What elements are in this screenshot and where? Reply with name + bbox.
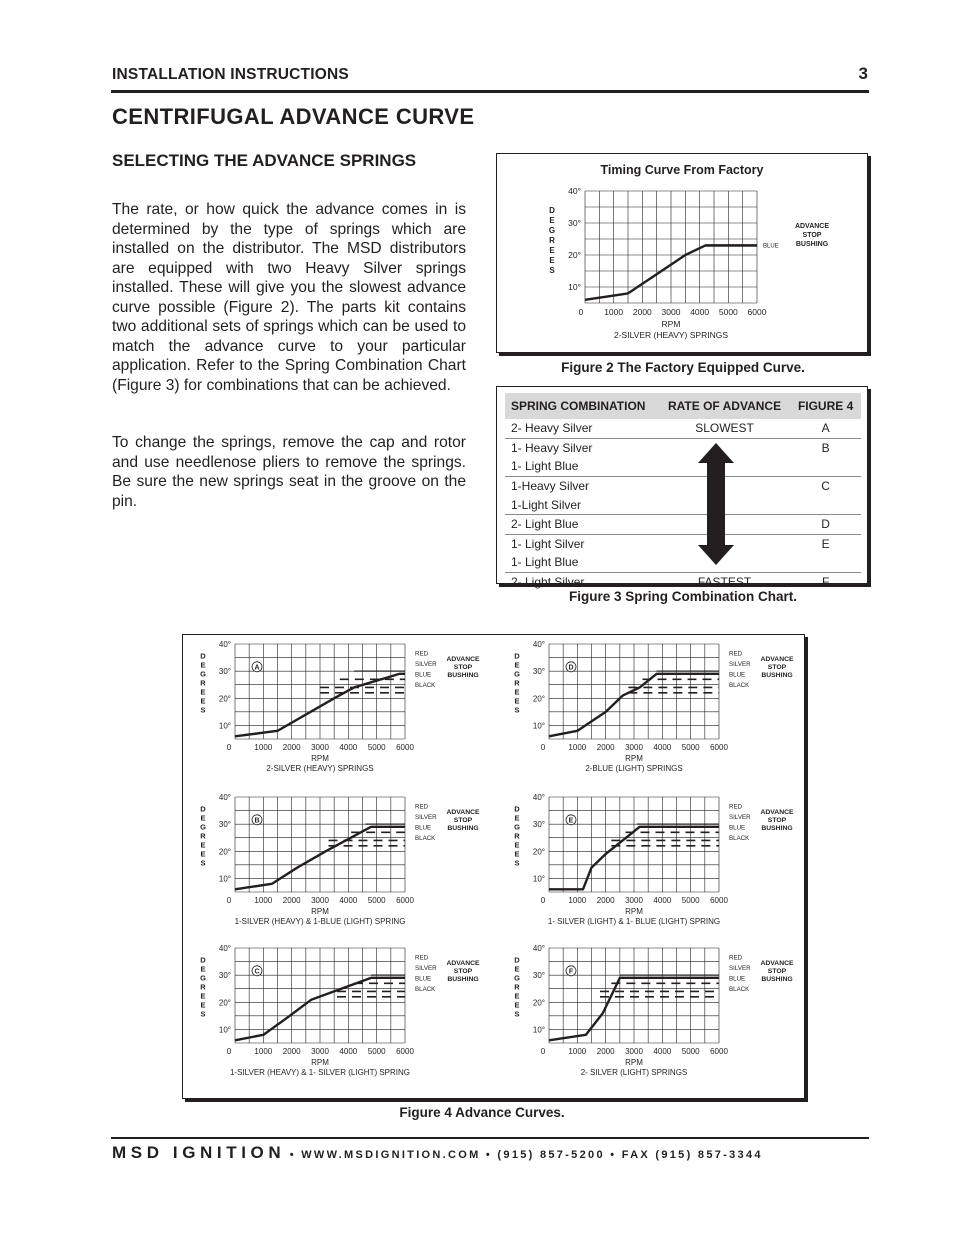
annotation-label: ADVANCE: [760, 656, 794, 664]
chart-title: Timing Curve From Factory: [600, 163, 764, 177]
y-tick-label: 20°: [218, 694, 231, 704]
y-axis-label-letter: E: [549, 256, 555, 265]
spring-cell: 1- Light Blue: [505, 553, 659, 572]
annotation-label: STOP: [802, 232, 822, 239]
x-tick-label: 0: [578, 307, 584, 317]
x-tick-label: 5000: [367, 743, 386, 752]
x-tick-label: 5000: [367, 896, 386, 905]
y-axis-label-letter: S: [200, 1009, 206, 1019]
double-arrow-icon: [696, 443, 736, 565]
y-axis-label-letter: R: [200, 831, 206, 841]
x-tick-label: 1000: [568, 1047, 587, 1056]
y-tick-label: 30°: [532, 820, 545, 830]
y-axis-label-letter: E: [200, 696, 206, 706]
y-tick-label: 30°: [218, 820, 231, 830]
y-axis-label-letter: S: [549, 266, 555, 275]
footer: [112, 1143, 763, 1163]
y-tick-label: 20°: [532, 694, 545, 704]
spring-cell: 2- Light Silver: [511, 575, 585, 590]
stop-label: BLACK: [729, 834, 750, 842]
page-title: CENTRIFUGAL ADVANCE CURVE: [112, 104, 475, 129]
y-axis-label-letter: R: [514, 678, 520, 688]
y-tick-label: 10°: [218, 721, 231, 731]
annotation-label: ADVANCE: [446, 656, 480, 664]
header-rule: [111, 90, 869, 93]
series-label: BLUE: [763, 243, 779, 250]
chart-sublabel: 1-SILVER (HEAVY) & 1-BLUE (LIGHT) SPRING: [234, 917, 406, 926]
rate-cell: SLOWEST: [659, 419, 790, 438]
figure-cell: F: [821, 575, 830, 590]
x-tick-label: 0: [226, 743, 232, 752]
spring-cell: 1-Heavy Silver: [511, 479, 590, 494]
factory-timing-chart: [497, 154, 867, 352]
x-tick-label: 5000: [718, 307, 738, 317]
x-tick-label: 6000: [710, 743, 728, 752]
x-tick-label: 1000: [254, 896, 273, 905]
y-tick-label: 40°: [218, 793, 231, 802]
table-row: [505, 534, 861, 553]
column-header-rate: RATE OF ADVANCE: [659, 393, 790, 419]
figure-cell: A: [790, 419, 861, 438]
y-axis-label-letter: G: [200, 822, 206, 832]
chart-letter: C: [254, 968, 260, 976]
spring-cell: 2- Heavy Silver: [505, 419, 659, 438]
x-tick-label: 5000: [681, 743, 700, 752]
y-axis-label-letter: G: [514, 669, 520, 679]
x-tick-label: 2000: [282, 743, 301, 752]
spring-cell: 1- Light Silver: [511, 536, 585, 551]
figure2-box: [496, 153, 868, 353]
y-tick-label: 20°: [218, 847, 231, 857]
spring-combination-table: [505, 393, 861, 591]
annotation-label: ADVANCE: [446, 960, 480, 968]
x-axis-label: RPM: [311, 754, 329, 763]
y-tick-label: 10°: [532, 721, 545, 731]
column-header-spring-combination: SPRING COMBINATION: [505, 393, 659, 419]
y-axis-label-letter: S: [200, 705, 206, 715]
x-tick-label: 1000: [568, 743, 587, 752]
y-axis-label-letter: R: [200, 982, 206, 992]
y-axis-label-letter: G: [548, 226, 556, 235]
stop-label: BLUE: [729, 824, 746, 832]
x-tick-label: 2000: [596, 896, 615, 905]
x-tick-label: 6000: [396, 743, 414, 752]
annotation-label: BUSHING: [761, 825, 793, 833]
advance-curves-charts: [183, 635, 804, 1098]
figure-cell: D: [790, 514, 861, 534]
annotation-label: BUSHING: [447, 672, 479, 680]
figure-cell: E: [821, 536, 830, 551]
y-axis-label-letter: D: [514, 955, 520, 965]
y-axis-label-letter: E: [514, 660, 520, 670]
x-tick-label: 0: [540, 896, 546, 905]
y-tick-label: 30°: [218, 971, 231, 981]
stop-label: SILVER: [729, 964, 751, 972]
x-tick-label: 5000: [367, 1047, 386, 1056]
y-axis-label-letter: G: [514, 822, 520, 832]
page-number: 3: [858, 64, 868, 83]
table-row: [505, 476, 861, 495]
y-axis-label-letter: E: [200, 1000, 206, 1010]
table-header-row: [505, 393, 861, 419]
chart-grid: [549, 797, 719, 892]
x-tick-label: 6000: [710, 1047, 728, 1056]
x-tick-label: 4000: [653, 743, 672, 752]
paragraph-rate: The rate, or how quick the advance comes in is determined by the type of springs which are installed on the distributor. The MSD distributors are equipped with two Heavy Silver springs installed. These will give you the slowest advance curve possible (Figure 2). The parts kit contains two additional sets of springs which can be used to match the advance curve to your particular application. Refer to the Spring Combination Chart (Figure 3) for combinations that can be achieved.: [112, 201, 466, 394]
y-tick-label: 10°: [218, 1025, 231, 1035]
stop-label: SILVER: [415, 813, 437, 821]
annotation-label: STOP: [453, 817, 473, 825]
annotation-label: BUSHING: [761, 976, 793, 984]
table-row: [505, 457, 861, 476]
y-tick-label: 40°: [568, 186, 581, 196]
x-tick-label: 2000: [282, 1047, 301, 1056]
y-tick-label: 20°: [532, 998, 545, 1008]
stop-label: BLACK: [415, 985, 436, 993]
annotation-label: ADVANCE: [760, 809, 794, 817]
x-tick-label: 1000: [604, 307, 624, 317]
x-tick-label: 2000: [282, 896, 301, 905]
x-tick-label: 5000: [681, 1047, 700, 1056]
stop-label: BLUE: [729, 975, 746, 983]
stop-label: BLACK: [415, 681, 436, 689]
y-axis-label-letter: E: [200, 840, 206, 850]
y-axis-label-letter: G: [514, 973, 520, 983]
y-axis-label-letter: E: [514, 813, 520, 823]
figure-cell: C: [821, 479, 830, 494]
spring-cell: 2- Light Blue: [505, 514, 659, 534]
x-tick-label: 1000: [254, 1047, 273, 1056]
chart-sublabel: 2-SILVER (HEAVY) SPRINGS: [266, 764, 374, 773]
x-axis-label: RPM: [311, 907, 329, 916]
y-tick-label: 10°: [218, 874, 231, 884]
spring-combination-table-box: [496, 386, 868, 590]
y-axis-label-letter: R: [514, 982, 520, 992]
x-tick-label: 6000: [396, 896, 414, 905]
stop-label: BLUE: [415, 824, 432, 832]
annotation-label: STOP: [453, 664, 473, 672]
x-tick-label: 0: [540, 1047, 546, 1056]
y-tick-label: 10°: [532, 874, 545, 884]
y-axis-label-letter: E: [514, 1000, 520, 1010]
x-tick-label: 5000: [681, 896, 700, 905]
x-tick-label: 2000: [632, 307, 652, 317]
y-axis-label-letter: S: [514, 1009, 520, 1019]
y-tick-label: 10°: [568, 282, 581, 292]
stop-label: RED: [415, 650, 429, 658]
chart-letter: D: [568, 664, 574, 672]
figure3-caption: Figure 3 Spring Combination Chart.: [568, 589, 797, 604]
y-axis-label-letter: D: [200, 955, 206, 965]
y-axis-label-letter: R: [514, 831, 520, 841]
y-tick-label: 30°: [532, 667, 545, 677]
table-row: [505, 495, 861, 514]
stop-label: BLACK: [729, 681, 750, 689]
y-tick-label: 30°: [532, 971, 545, 981]
y-tick-label: 10°: [532, 1025, 545, 1035]
y-axis-label-letter: D: [200, 651, 206, 661]
x-axis-label: RPM: [625, 754, 643, 763]
table-row: [505, 514, 861, 534]
annotation-label: BUSHING: [795, 241, 829, 248]
stop-label: BLUE: [415, 975, 432, 983]
y-axis-label-letter: E: [200, 849, 206, 859]
y-axis-label-letter: R: [200, 678, 206, 688]
figure-cell: B: [821, 440, 830, 455]
section-heading: SELECTING THE ADVANCE SPRINGS: [112, 151, 417, 170]
y-tick-label: 20°: [218, 998, 231, 1008]
annotation-label: STOP: [767, 968, 787, 976]
figure2-caption: Figure 2 The Factory Equipped Curve.: [561, 360, 805, 375]
chart-grid: [235, 644, 405, 739]
y-axis-label-letter: E: [514, 840, 520, 850]
y-axis-label-letter: G: [200, 973, 206, 983]
y-axis-label-letter: R: [549, 236, 555, 245]
figure4-caption: Figure 4 Advance Curves.: [399, 1105, 565, 1120]
footer-rule: [111, 1137, 869, 1139]
y-axis-label-letter: S: [514, 858, 520, 868]
annotation-label: BUSHING: [447, 825, 479, 833]
rate-cell: FASTEST: [697, 575, 752, 590]
annotation-label: ADVANCE: [794, 223, 830, 230]
column-header-figure: FIGURE 4: [790, 393, 861, 419]
stop-label: RED: [729, 954, 743, 962]
x-tick-label: 1000: [568, 896, 587, 905]
x-tick-label: 3000: [311, 1047, 329, 1056]
x-axis-label: RPM: [625, 907, 643, 916]
y-tick-label: 40°: [532, 640, 545, 649]
x-axis-label: RPM: [661, 319, 681, 329]
stop-label: SILVER: [729, 813, 751, 821]
stop-label: BLUE: [415, 671, 432, 679]
chart-sublabel: 2-SILVER (HEAVY) SPRINGS: [614, 330, 728, 340]
stop-label: RED: [415, 954, 429, 962]
y-tick-label: 20°: [532, 847, 545, 857]
y-axis-label-letter: G: [200, 669, 206, 679]
chart-grid: [549, 644, 719, 739]
x-tick-label: 0: [540, 743, 546, 752]
chart-sublabel: 2-BLUE (LIGHT) SPRINGS: [585, 764, 683, 773]
stop-label: BLACK: [415, 834, 436, 842]
stop-label: SILVER: [415, 660, 437, 668]
annotation-label: ADVANCE: [760, 960, 794, 968]
stop-label: BLUE: [729, 671, 746, 679]
chart-letter: B: [254, 817, 260, 825]
x-tick-label: 6000: [747, 307, 767, 317]
chart-sublabel: 1- SILVER (LIGHT) & 1- BLUE (LIGHT) SPRING: [547, 917, 721, 926]
table-row: [505, 419, 861, 438]
y-axis-label-letter: E: [200, 991, 206, 1001]
x-tick-label: 0: [226, 896, 232, 905]
y-tick-label: 40°: [218, 640, 231, 649]
y-axis-label-letter: E: [200, 964, 206, 974]
y-axis-label-letter: E: [549, 216, 555, 225]
advance-curves-box: [182, 634, 805, 1099]
x-tick-label: 3000: [625, 896, 643, 905]
y-axis-label-letter: S: [200, 858, 206, 868]
x-axis-label: RPM: [311, 1058, 329, 1067]
spring-cell: 1- Light Blue: [505, 457, 659, 476]
chart-letter: F: [568, 968, 574, 976]
stop-label: RED: [729, 803, 743, 811]
chart-letter: E: [568, 817, 574, 825]
table-row: [505, 438, 861, 457]
annotation-label: STOP: [453, 968, 473, 976]
x-tick-label: 3000: [311, 896, 329, 905]
y-axis-label-letter: D: [514, 651, 520, 661]
chart-grid: [235, 797, 405, 892]
spring-cell: 1-Light Silver: [505, 495, 659, 514]
x-tick-label: 2000: [596, 1047, 615, 1056]
annotation-label: BUSHING: [761, 672, 793, 680]
y-axis-label-letter: D: [200, 804, 206, 814]
x-tick-label: 0: [226, 1047, 232, 1056]
y-tick-label: 20°: [568, 250, 581, 260]
y-tick-label: 30°: [568, 218, 581, 228]
stop-label: RED: [729, 650, 743, 658]
x-tick-label: 2000: [596, 743, 615, 752]
x-tick-label: 4000: [339, 743, 358, 752]
annotation-label: STOP: [767, 664, 787, 672]
x-tick-label: 3000: [311, 743, 329, 752]
x-tick-label: 4000: [653, 1047, 672, 1056]
y-axis-label-letter: D: [549, 206, 555, 215]
y-axis-label-letter: E: [514, 991, 520, 1001]
chart-sublabel: 2- SILVER (LIGHT) SPRINGS: [580, 1068, 688, 1077]
stop-label: SILVER: [415, 964, 437, 972]
footer-brand: MSD IGNITION: [112, 1143, 286, 1162]
x-tick-label: 6000: [396, 1047, 414, 1056]
header-title: INSTALLATION INSTRUCTIONS: [112, 66, 349, 83]
y-tick-label: 40°: [218, 944, 231, 953]
x-tick-label: 4000: [653, 896, 672, 905]
y-axis-label-letter: E: [514, 687, 520, 697]
x-tick-label: 3000: [661, 307, 681, 317]
chart-sublabel: 1-SILVER (HEAVY) & 1- SILVER (LIGHT) SPRING: [229, 1068, 411, 1077]
stop-label: RED: [415, 803, 429, 811]
x-axis-label: RPM: [625, 1058, 643, 1067]
stop-label: BLACK: [729, 985, 750, 993]
chart-grid: [549, 948, 719, 1043]
x-tick-label: 4000: [339, 1047, 358, 1056]
annotation-label: STOP: [767, 817, 787, 825]
table-row: [505, 553, 861, 572]
paragraph-change-springs: To change the springs, remove the cap and rotor and use needlenose pliers to remove the springs. Be sure the new springs seat in the groove on the pin.: [112, 434, 466, 510]
y-axis-label-letter: S: [514, 705, 520, 715]
y-axis-label-letter: E: [200, 687, 206, 697]
x-tick-label: 4000: [339, 896, 358, 905]
x-tick-label: 6000: [710, 896, 728, 905]
y-tick-label: 30°: [218, 667, 231, 677]
x-tick-label: 4000: [690, 307, 710, 317]
x-tick-label: 1000: [254, 743, 273, 752]
y-axis-label-letter: E: [514, 964, 520, 974]
x-tick-label: 3000: [625, 1047, 643, 1056]
annotation-label: BUSHING: [447, 976, 479, 984]
y-axis-label-letter: E: [514, 696, 520, 706]
x-tick-label: 3000: [625, 743, 643, 752]
y-axis-label-letter: E: [200, 660, 206, 670]
y-axis-label-letter: D: [514, 804, 520, 814]
y-axis-label-letter: E: [200, 813, 206, 823]
spring-cell: 1- Heavy Silver: [511, 440, 593, 455]
footer-contact: • WWW.MSDIGNITION.COM • (915) 857-5200 • FAX (915) 857-3344: [289, 1149, 763, 1161]
y-tick-label: 40°: [532, 944, 545, 953]
y-axis-label-letter: E: [514, 849, 520, 859]
y-axis-label-letter: E: [549, 246, 555, 255]
stop-label: SILVER: [729, 660, 751, 668]
y-tick-label: 40°: [532, 793, 545, 802]
annotation-label: ADVANCE: [446, 809, 480, 817]
chart-letter: A: [254, 664, 260, 672]
